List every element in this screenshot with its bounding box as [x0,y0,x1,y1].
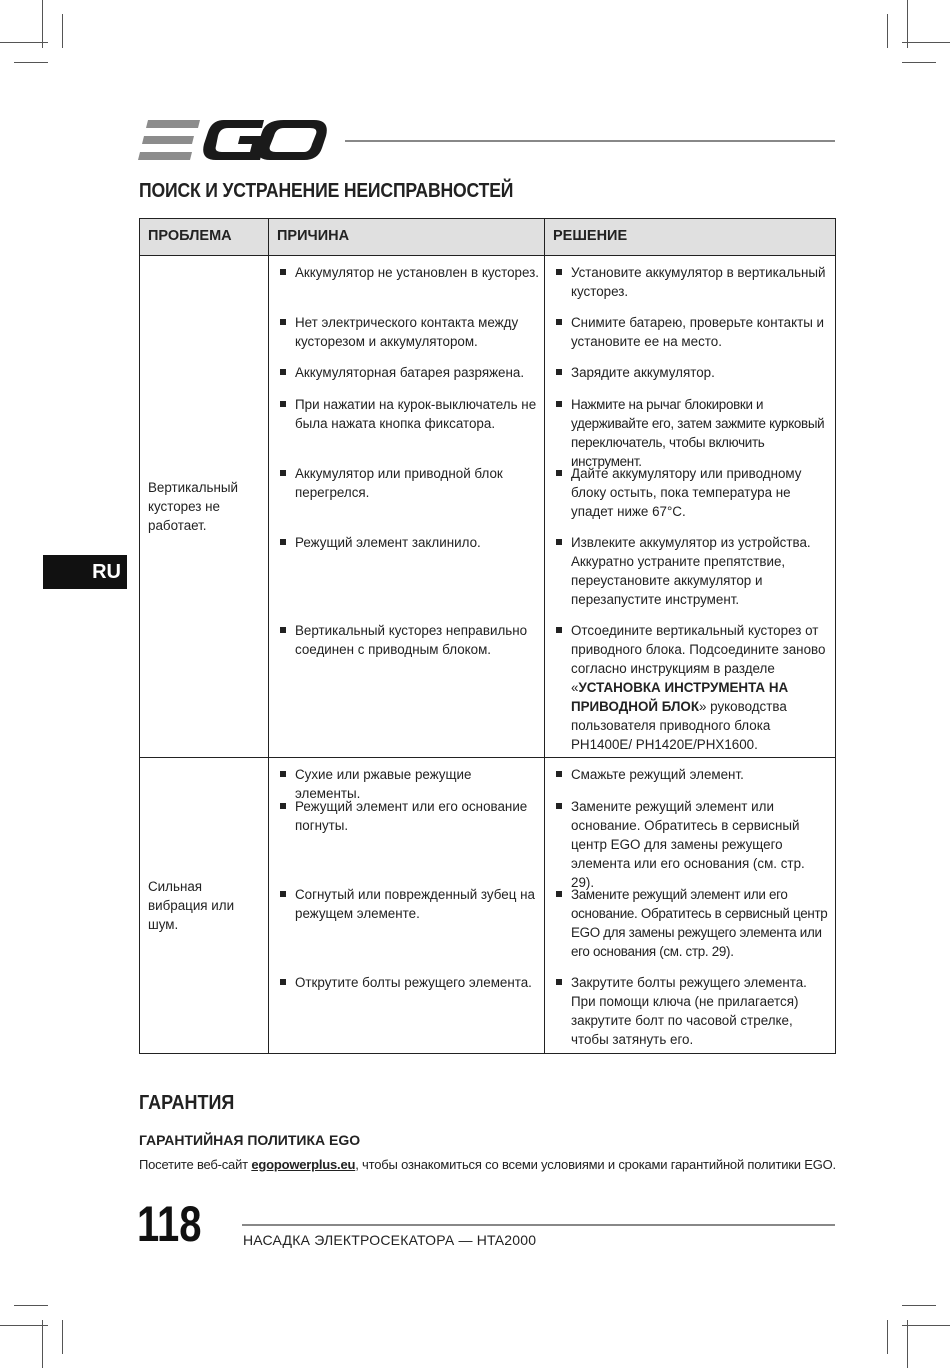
bullet-icon [280,319,286,325]
problem-text: Вертикальный кусторез не работает. [148,480,239,533]
list-item: Замените режущий элемент или основание. Обратитесь в сервисный центр EGO для замены режущего элемента или его основания (см. стр. 29). [545,797,835,885]
footer-product-name: НАСАДКА ЭЛЕКТРОСЕКАТОРА — HTA2000 [243,1232,537,1248]
crop-mark [902,42,950,43]
list-item: Вертикальный кусторез неправильно соединен с приводным блоком. [269,621,544,753]
crop-mark [14,1305,48,1306]
problem-cell [140,758,269,1054]
bullet-icon [556,891,562,897]
crop-mark [14,62,48,63]
table-row [140,758,836,1054]
warranty-title: ГАРАНТИЯ [139,1092,235,1114]
bullet-icon [280,401,286,407]
problem-text: Сильная вибрация или шум. [148,879,235,932]
crop-mark [902,1325,950,1326]
list-item: Закрутите болты режущего элемента. При помощи ключа (не прилагается) закрутите болт по часовой стрелке, чтобы затянуть его. [545,973,835,1049]
bullet-icon [280,979,286,985]
list-item: Открутите болты режущего элемента. [269,973,544,1049]
bullet-icon [280,891,286,897]
list-item: Установите аккумулятор в вертикальный кусторез. [545,263,835,313]
header-problem: ПРОБЛЕМА [140,219,269,256]
bullet-icon [556,319,562,325]
list-item: Снимите батарею, проверьте контакты и установите ее на место. [545,313,835,363]
crop-mark [0,1325,48,1326]
list-item: Замените режущий элемент или его основание. Обратитесь в сервисный центр EGO для замены режущего элемента или его основания (см. стр. 29). [545,885,835,973]
bullet-icon [280,627,286,633]
list-item: Зарядите аккумулятор. [545,363,835,395]
bullet-icon [556,269,562,275]
troubleshooting-table [139,218,836,1054]
bullet-icon [556,979,562,985]
crop-mark [62,1320,63,1354]
list-item: Извлеките аккумулятор из устройства. Аккуратно устраните препятствие, переустановите аккумулятор и перезапустите инструмент. [545,533,835,621]
cause-cell [269,256,545,758]
bullet-icon [556,627,562,633]
footer-rule [242,1224,835,1226]
language-tab: RU [43,555,127,589]
list-item: Смажьте режущий элемент. [545,765,835,797]
list-item: Аккумуляторная батарея разряжена. [269,363,544,395]
bullet-icon [556,539,562,545]
list-item: Аккумулятор не установлен в кусторез. [269,263,544,313]
solution-cell [545,758,836,1054]
bullet-icon [556,803,562,809]
list-item: Нет электрического контакта между кусторезом и аккумулятором. [269,313,544,363]
bullet-icon [556,470,562,476]
warranty-text: Посетите веб-сайт egopowerplus.eu, чтобы ознакомиться со всеми условиями и сроками гарантийной политики EGO. [139,1157,836,1172]
crop-mark [902,1305,936,1306]
list-item: Режущий элемент или его основание погнуты. [269,797,544,885]
crop-mark [62,14,63,48]
problem-cell [140,256,269,758]
warranty-subtitle: ГАРАНТИЙНАЯ ПОЛИТИКА EGO [139,1132,361,1148]
page-number: 118 [137,1196,202,1252]
crop-mark [42,0,43,48]
crop-mark [0,42,48,43]
ego-logo [138,116,328,164]
bullet-icon [280,369,286,375]
table-row [140,256,836,758]
bullet-icon [556,401,562,407]
section-reference: УСТАНОВКА ИНСТРУМЕНТА НА ПРИВОДНОЙ БЛОК [571,680,789,714]
header-rule [345,140,835,142]
crop-mark [902,62,936,63]
list-item: Нажмите на рычаг блокировки и удерживайте его, затем зажмите курковый переключатель, чтобы включить инструмент. [545,395,835,464]
list-item: При нажатии на курок-выключатель не была нажата кнопка фиксатора. [269,395,544,464]
crop-mark [887,1320,888,1354]
list-item: Сухие или ржавые режущие элементы. [269,765,544,797]
list-item: Согнутый или поврежденный зубец на режущем элементе. [269,885,544,973]
section-title: ПОИСК И УСТРАНЕНИЕ НЕИСПРАВНОСТЕЙ [139,180,514,202]
table-header-row [140,219,836,256]
header-cause: ПРИЧИНА [269,219,545,256]
list-item: Дайте аккумулятору или приводному блоку остыть, пока температура не упадет ниже 67°C. [545,464,835,533]
bullet-icon [280,470,286,476]
crop-mark [42,1320,43,1368]
list-item: Отсоедините вертикальный кусторез от приводного блока. Подсоедините заново согласно инструкциям в разделе «УСТАНОВКА ИНСТРУМЕНТА НА ПРИВОДНОЙ БЛОК» руководства пользователя приводного блока PH1400E/ PH1420E/PHX1600. [545,621,835,753]
header-solution: РЕШЕНИЕ [545,219,836,256]
crop-mark [907,0,908,48]
warranty-link[interactable]: egopowerplus.eu [251,1157,356,1172]
crop-mark [887,14,888,48]
bullet-icon [280,771,286,777]
list-item: Аккумулятор или приводной блок перегрелся. [269,464,544,533]
crop-mark [907,1320,908,1368]
bullet-icon [556,369,562,375]
bullet-icon [280,803,286,809]
bullet-icon [280,269,286,275]
cause-cell [269,758,545,1054]
bullet-icon [280,539,286,545]
solution-cell [545,256,836,758]
list-item: Режущий элемент заклинило. [269,533,544,621]
bullet-icon [556,771,562,777]
